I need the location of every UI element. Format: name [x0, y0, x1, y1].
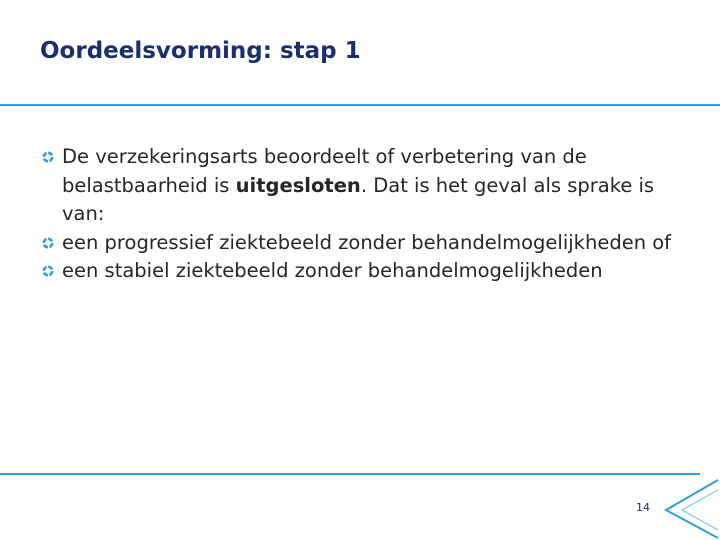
bullet-text: een stabiel ziektebeeld zonder behandelmogelijkheden: [62, 259, 603, 283]
bullet-emphasis: uitgesloten: [235, 173, 361, 197]
footer-divider: [0, 473, 700, 475]
bullet-text: De verzekeringsarts beoordeelt of verbetering van de belastbaarheid is: [62, 145, 587, 197]
bullet-list: [40, 143, 700, 286]
ring-bullet-icon: [42, 151, 54, 163]
ring-bullet-icon: [42, 265, 54, 277]
bullet-item: [40, 229, 700, 258]
bullet-item: [40, 257, 700, 286]
bullet-text: . Dat is het geval als sprake is van:: [62, 173, 655, 226]
ring-bullet-icon: [42, 237, 54, 249]
bullet-item: [40, 143, 700, 229]
page-number: 14: [636, 501, 650, 514]
chevron-logo-icon: [660, 472, 720, 540]
title-divider: [0, 104, 720, 106]
slide-title: Oordeelsvorming: stap 1: [40, 38, 361, 64]
bullet-text: een progressief ziektebeeld zonder behandelmogelijkheden of: [62, 230, 672, 254]
